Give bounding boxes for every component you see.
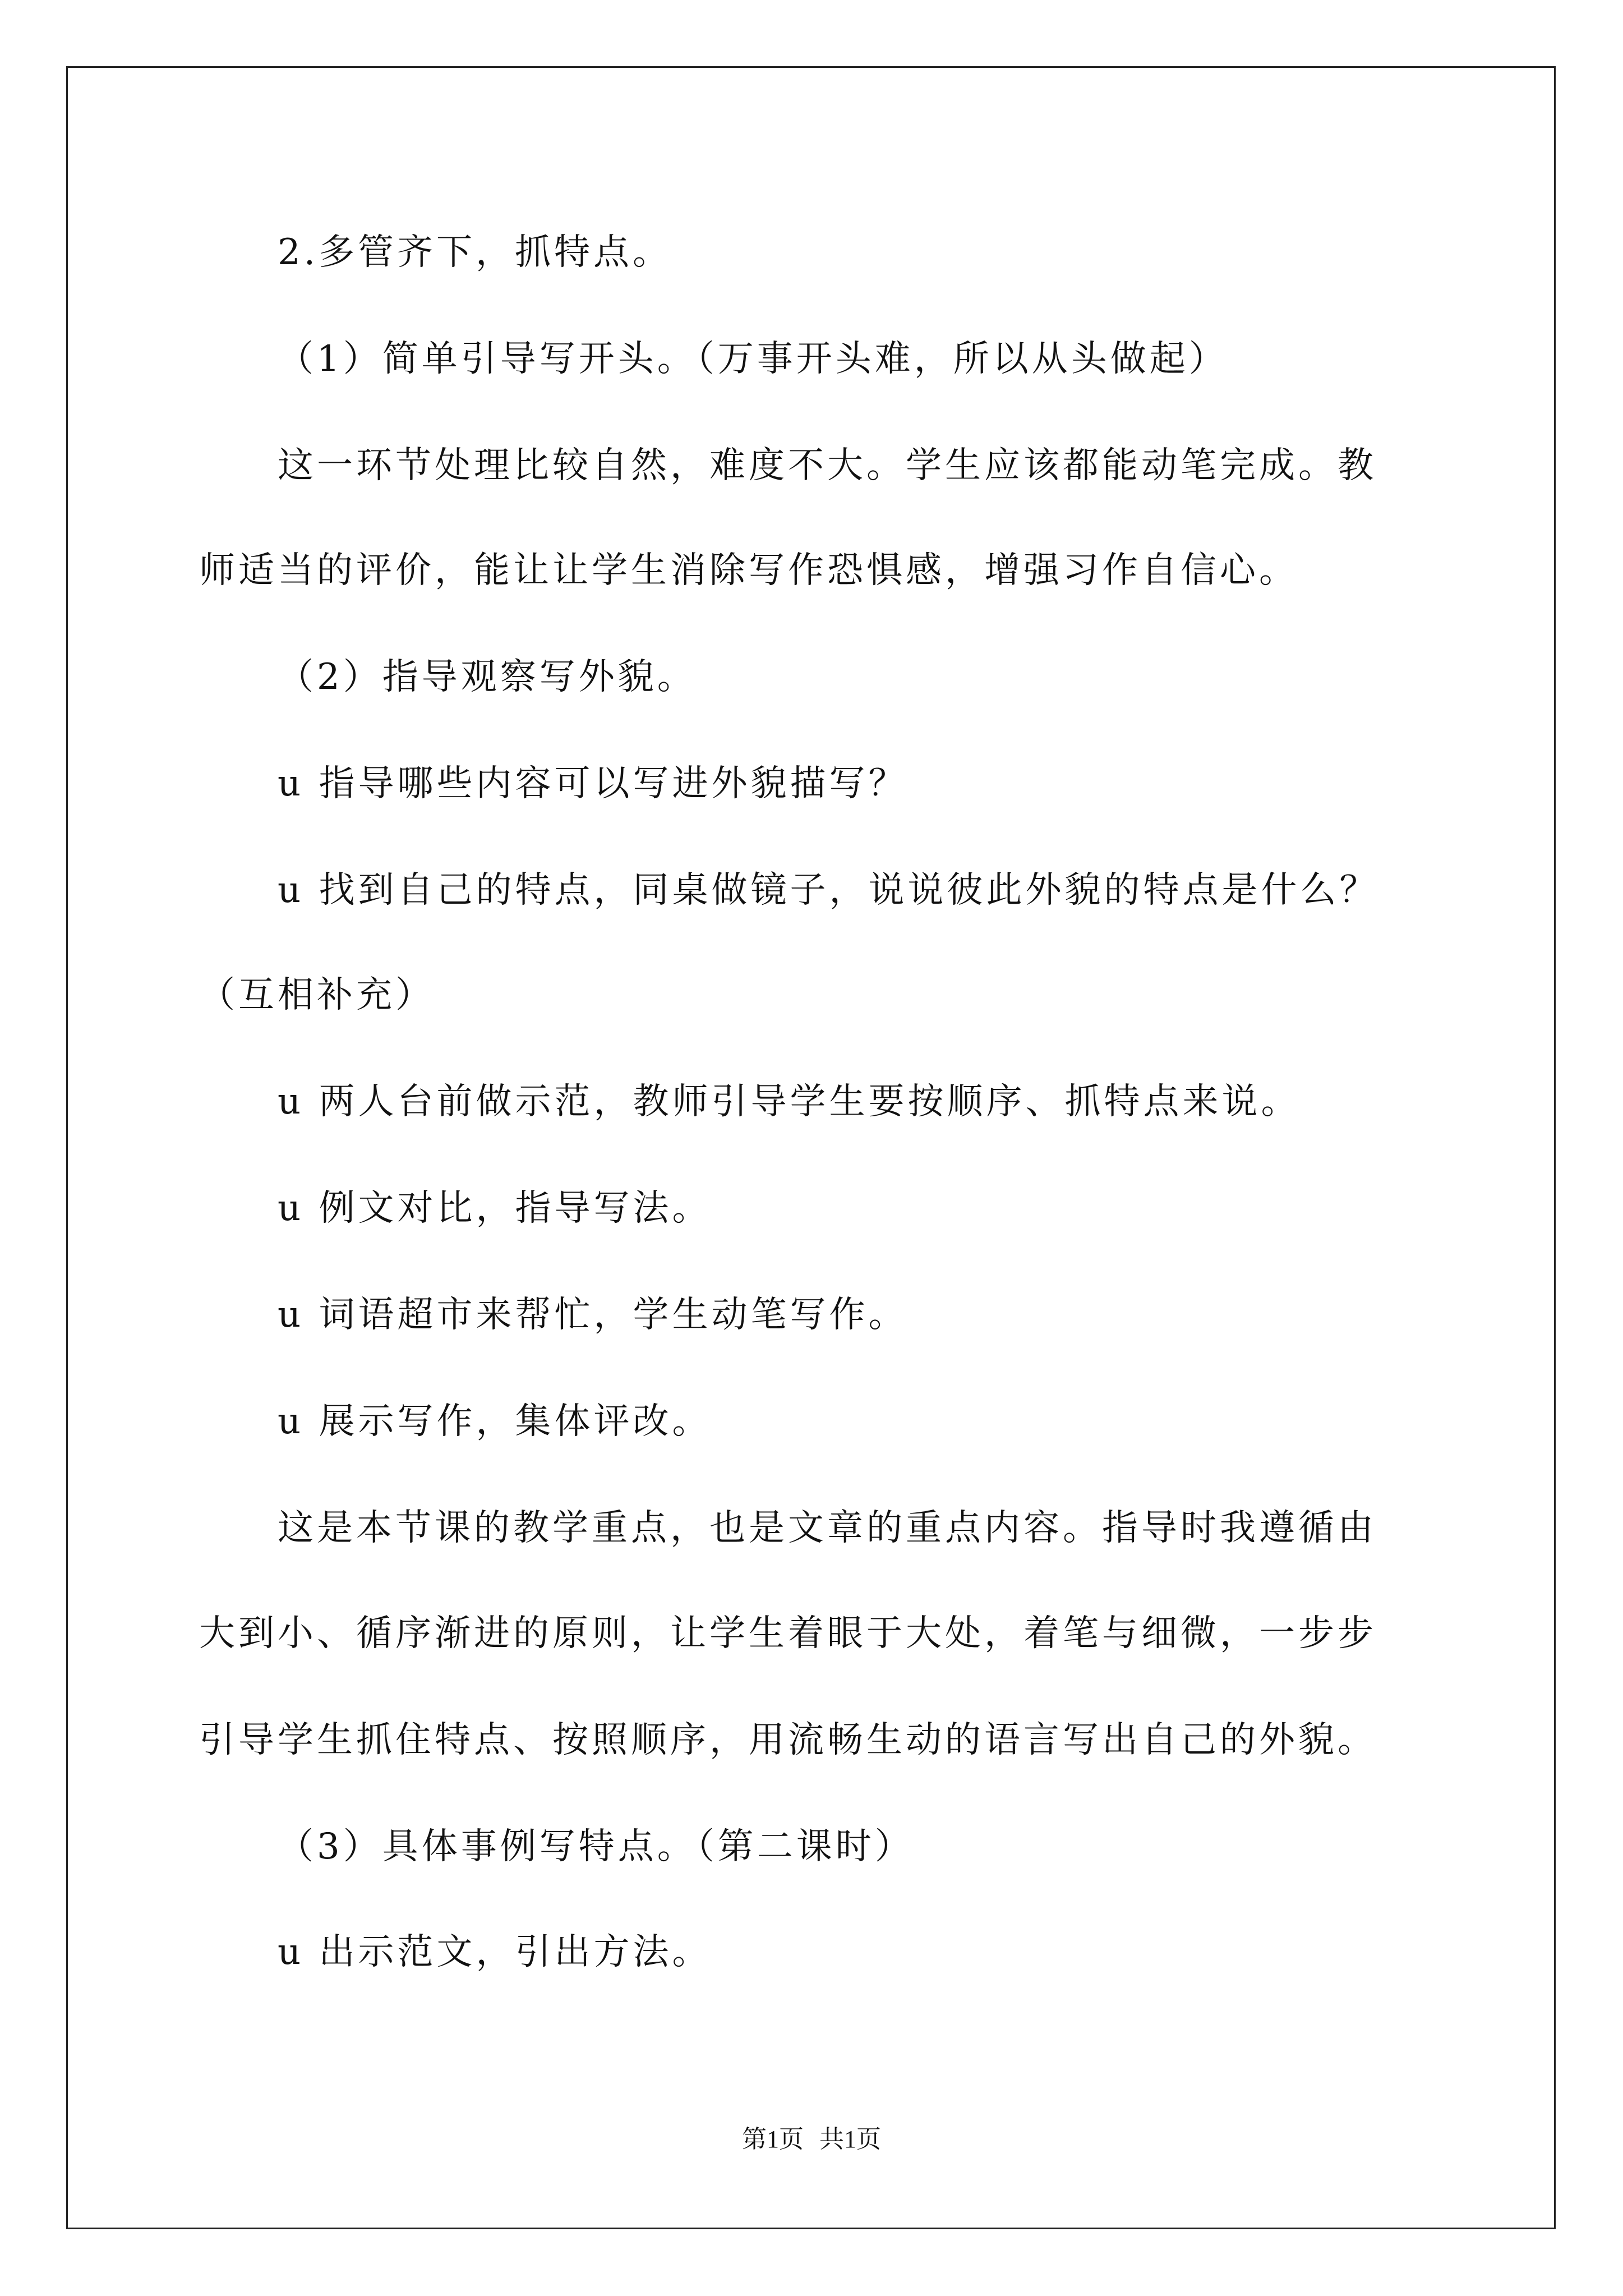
page-total: 共1页: [819, 2125, 881, 2153]
list-item: u 词语超市来帮忙，学生动笔写作。: [278, 1294, 908, 1336]
paragraph-line: 师适当的评价，能让让学生消除写作恐惧感，增强习作自信心。: [199, 550, 1298, 591]
paragraph-line: 这是本节课的教学重点，也是文章的重点内容。指导时我遵循由: [278, 1507, 1377, 1549]
list-item: u 指导哪些内容可以写进外貌描写？: [278, 763, 908, 804]
list-item: u 找到自己的特点，同桌做镜子，说说彼此外貌的特点是什么？: [278, 869, 1379, 911]
paragraph-line: 大到小、循序渐进的原则，让学生着眼于大处，着笔与细微，一步步: [199, 1613, 1377, 1654]
list-item: u 例文对比，指导写法。: [278, 1188, 712, 1229]
paragraph-heading: 2.多管齐下，抓特点。: [278, 232, 672, 273]
page-footer: [0, 2127, 1623, 2152]
list-item: u 两人台前做示范，教师引导学生要按顺序、抓特点来说。: [278, 1081, 1301, 1122]
paragraph-subheading: （1）简单引导写开头。（万事开头难，所以从头做起）: [278, 338, 1228, 380]
paragraph-line: 这一环节处理比较自然，难度不大。学生应该都能动笔完成。教: [278, 445, 1377, 486]
list-item: u 出示范文，引出方法。: [278, 1931, 712, 1973]
paragraph-subheading: （2）指导观察写外貌。: [278, 656, 697, 698]
list-item: u 展示写作，集体评改。: [278, 1401, 712, 1442]
paragraph-line: 引导学生抓住特点、按照顺序，用流畅生动的语言写出自己的外貌。: [199, 1719, 1377, 1761]
paragraph-subheading: （3）具体事例写特点。（第二课时）: [278, 1826, 914, 1867]
paragraph-line: （互相补充）: [199, 974, 435, 1016]
page-number: 第1页: [742, 2125, 804, 2153]
page-border: [66, 66, 1556, 2229]
